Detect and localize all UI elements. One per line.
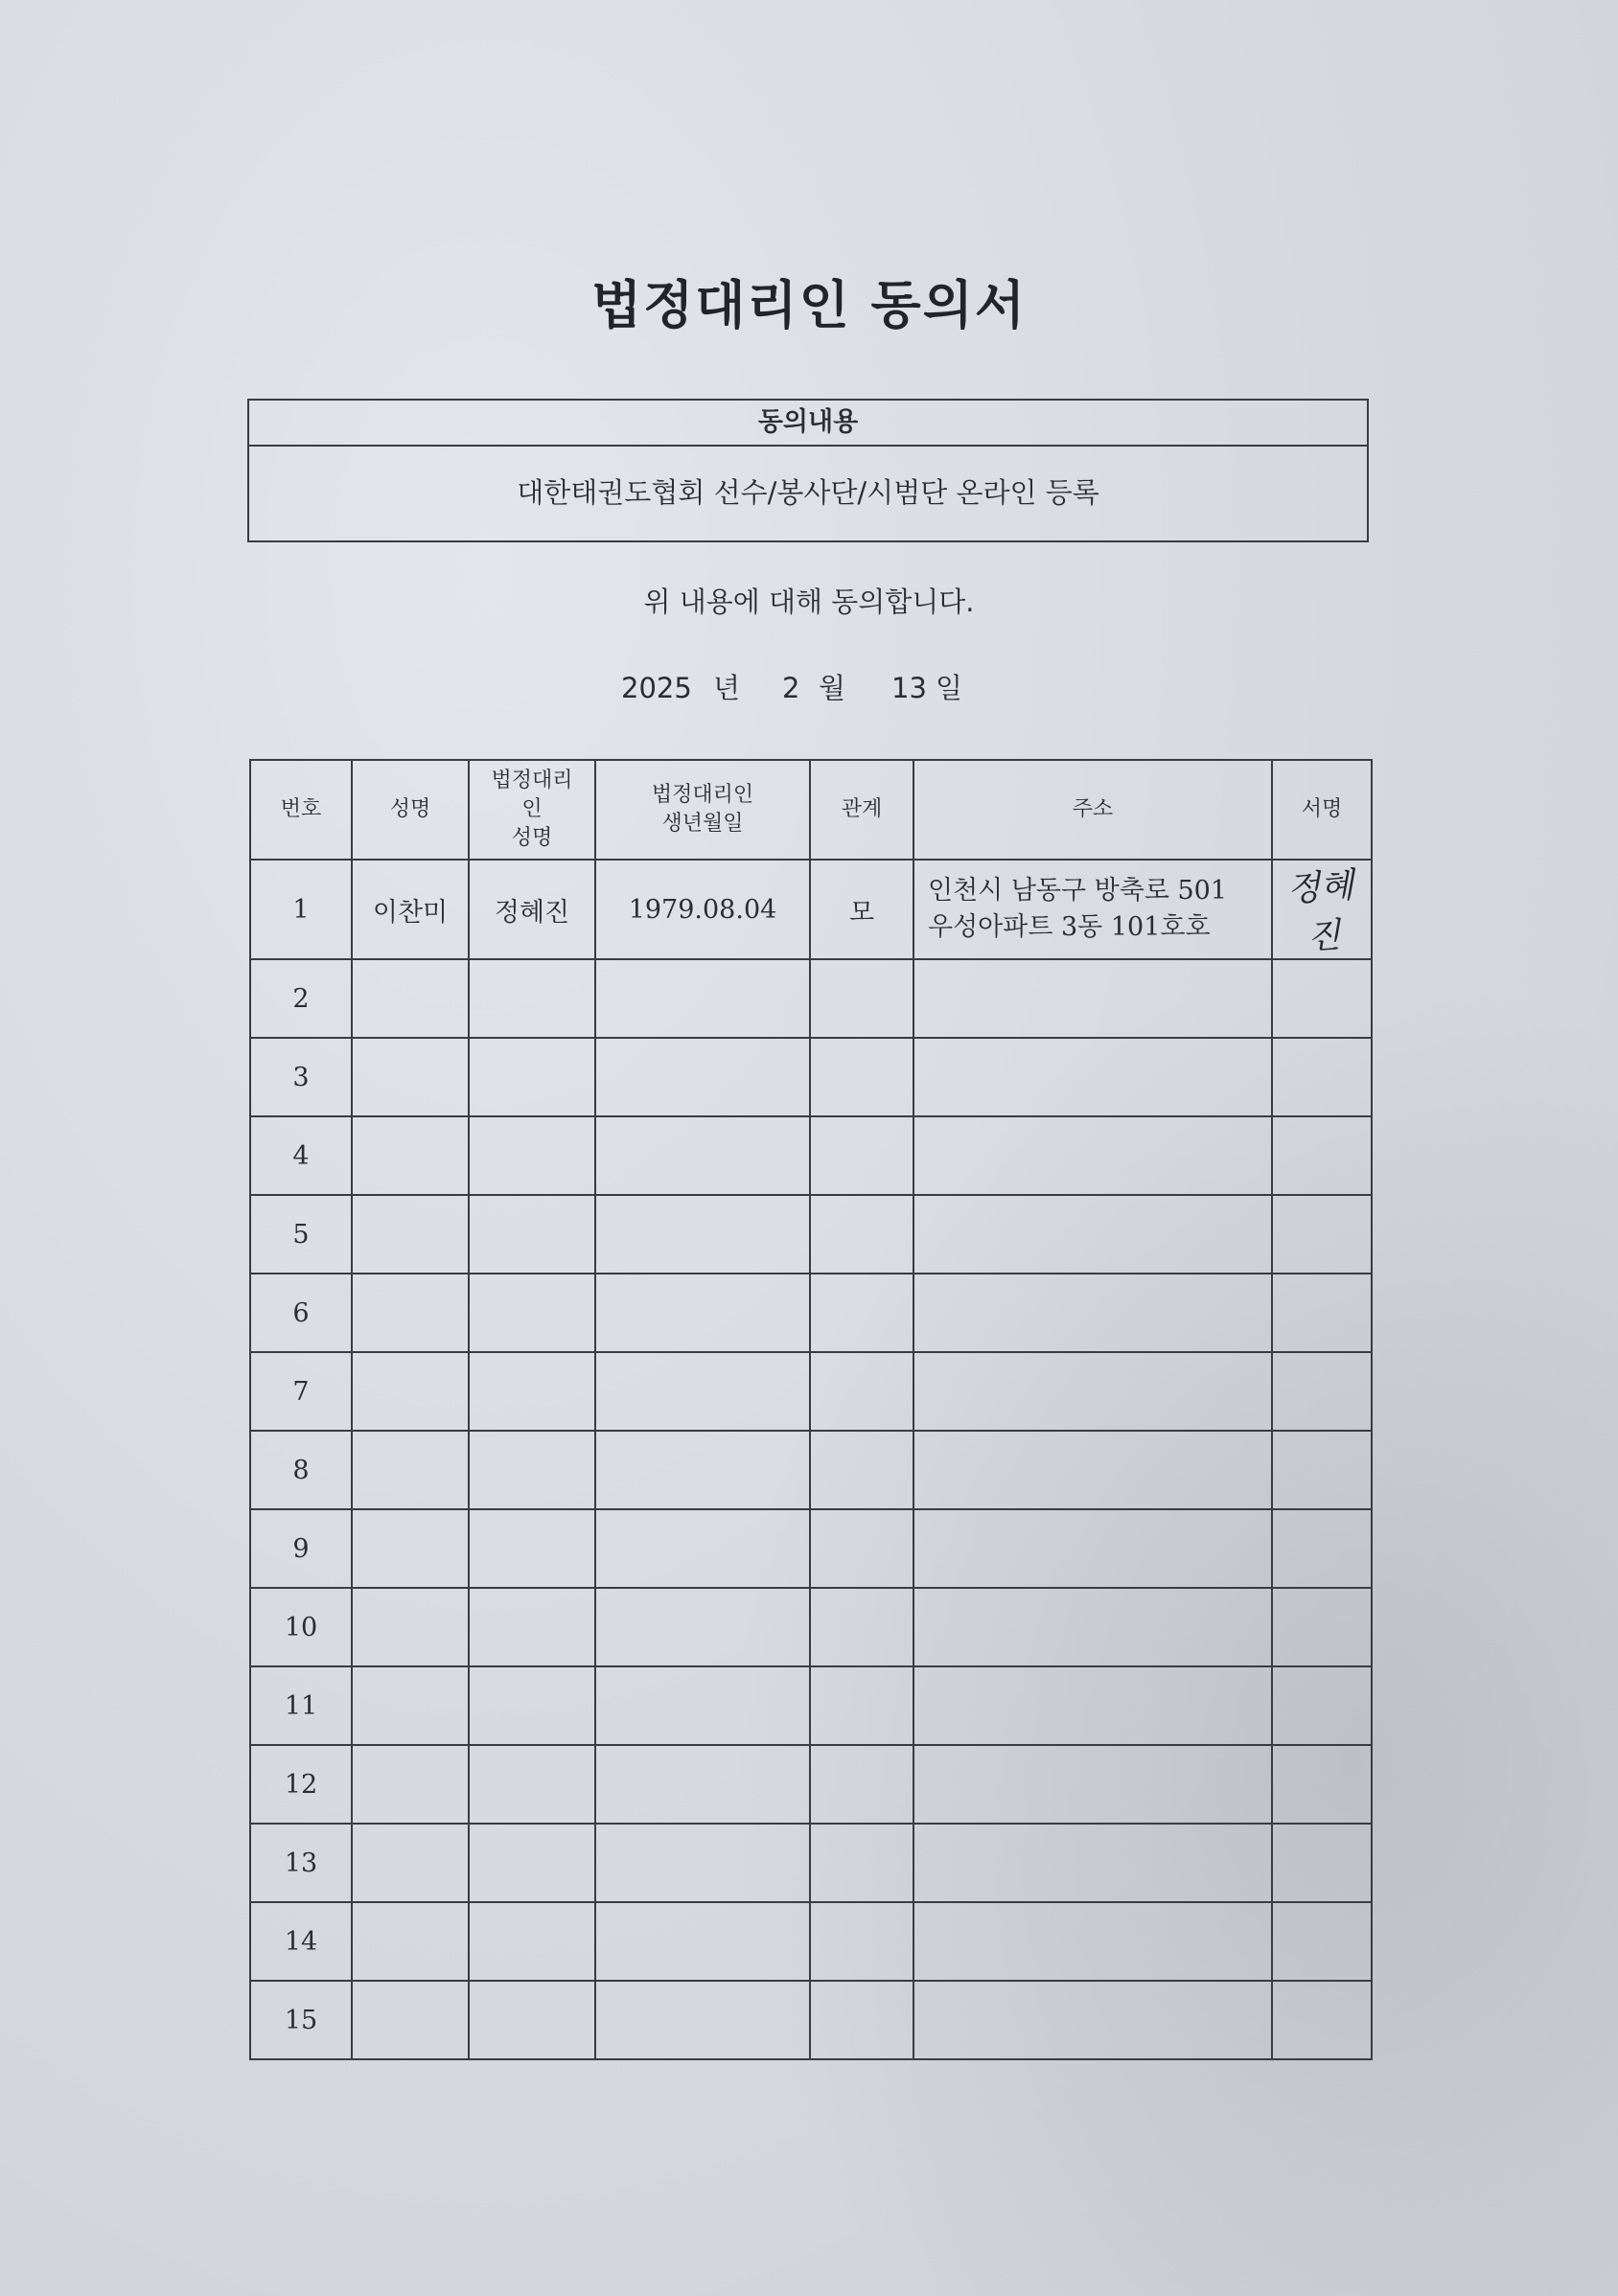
cell-birth: [595, 1038, 810, 1116]
cell-no: 10: [250, 1588, 352, 1666]
cell-name: [352, 1902, 469, 1981]
table-header-row: [250, 760, 1372, 860]
consent-header: 동의내용: [249, 401, 1367, 447]
cell-relation: [810, 1509, 913, 1588]
cell-name: [352, 1745, 469, 1824]
cell-address: [913, 1038, 1272, 1116]
cell-guardian-name: [469, 1902, 595, 1981]
table-row: [250, 1038, 1372, 1116]
cell-relation: [810, 1981, 913, 2059]
cell-no: 3: [250, 1038, 352, 1116]
cell-signature: [1272, 1352, 1372, 1431]
cell-signature: [1272, 1588, 1372, 1666]
cell-guardian-name: [469, 1666, 595, 1745]
cell-birth: [595, 1195, 810, 1274]
table-row: [250, 1588, 1372, 1666]
cell-address: [913, 1981, 1272, 2059]
cell-no: 1: [250, 860, 352, 959]
cell-relation: 모: [810, 860, 913, 959]
cell-relation: [810, 1274, 913, 1352]
cell-guardian-name: [469, 1431, 595, 1509]
cell-signature: [1272, 1981, 1372, 2059]
document-title: 법정대리인 동의서: [590, 275, 1028, 335]
table-row: [250, 1509, 1372, 1588]
header-address: 주소: [913, 760, 1272, 860]
date-month-label: 월: [819, 672, 846, 704]
cell-no: 14: [250, 1902, 352, 1981]
cell-relation: [810, 1902, 913, 1981]
table-row: [250, 1352, 1372, 1431]
cell-address: [913, 1274, 1272, 1352]
date-day-label: 일: [936, 672, 963, 704]
consent-content: 대한태권도협회 선수/봉사단/시범단 온라인 등록: [517, 476, 1099, 509]
date-year-label: 년: [713, 672, 741, 704]
cell-relation: [810, 1666, 913, 1745]
cell-signature: [1272, 1745, 1372, 1824]
table-row: [250, 1902, 1372, 1981]
cell-address: [913, 1352, 1272, 1431]
cell-relation: [810, 1195, 913, 1274]
cell-birth: [595, 1981, 810, 2059]
cell-name: 이찬미: [352, 860, 469, 959]
table-row: [250, 1745, 1372, 1824]
cell-signature: [1272, 1195, 1372, 1274]
cell-relation: [810, 1431, 913, 1509]
cell-signature: [1272, 1666, 1372, 1745]
cell-guardian-name: [469, 1352, 595, 1431]
cell-no: 9: [250, 1509, 352, 1588]
cell-birth: [595, 959, 810, 1038]
cell-name: [352, 1038, 469, 1116]
table-row: [250, 1195, 1372, 1274]
cell-no: 13: [250, 1824, 352, 1902]
table-row: [250, 1116, 1372, 1195]
cell-no: 4: [250, 1116, 352, 1195]
cell-guardian-name: [469, 1981, 595, 2059]
consent-box: [247, 399, 1369, 542]
cell-relation: [810, 1116, 913, 1195]
cell-guardian-name: [469, 1274, 595, 1352]
cell-address: [913, 1902, 1272, 1981]
handwritten-signature: 정혜진: [1285, 865, 1355, 958]
header-guardian-name-line1: 법정대리: [491, 769, 573, 792]
table-row: [250, 1824, 1372, 1902]
cell-address: [913, 1509, 1272, 1588]
cell-birth: [595, 1509, 810, 1588]
cell-guardian-name: [469, 959, 595, 1038]
cell-address: [913, 1745, 1272, 1824]
cell-name: [352, 1824, 469, 1902]
address-line1: 인천시 남동구 방축로 501: [928, 876, 1228, 906]
cell-relation: [810, 959, 913, 1038]
cell-name: [352, 1588, 469, 1666]
header-signature: 서명: [1272, 760, 1372, 860]
cell-name: [352, 1509, 469, 1588]
cell-signature: [1272, 1274, 1372, 1352]
cell-guardian-name: [469, 1824, 595, 1902]
cell-guardian-name: [469, 1745, 595, 1824]
cell-name: [352, 1116, 469, 1195]
table-row: [250, 1274, 1372, 1352]
cell-signature: [1272, 860, 1372, 959]
cell-name: [352, 1431, 469, 1509]
cell-signature: [1272, 1116, 1372, 1195]
cell-relation: [810, 1352, 913, 1431]
header-guardian-name-line2: 인: [521, 797, 543, 821]
table-row: [250, 1666, 1372, 1745]
cell-name: [352, 1274, 469, 1352]
cell-guardian-name: [469, 1195, 595, 1274]
cell-signature: [1272, 1902, 1372, 1981]
header-guardian-name-line3: 성명: [511, 826, 553, 850]
cell-birth: [595, 1352, 810, 1431]
cell-address: [913, 1431, 1272, 1509]
header-no: 번호: [250, 760, 352, 860]
cell-birth: [595, 1116, 810, 1195]
cell-birth: [595, 1666, 810, 1745]
cell-address: [913, 1116, 1272, 1195]
cell-birth: [595, 1824, 810, 1902]
cell-signature: [1272, 1824, 1372, 1902]
cell-signature: [1272, 1509, 1372, 1588]
cell-name: [352, 959, 469, 1038]
header-relation: 관계: [810, 760, 913, 860]
cell-relation: [810, 1588, 913, 1666]
cell-guardian-name: [469, 1588, 595, 1666]
cell-birth: [595, 1274, 810, 1352]
cell-no: 8: [250, 1431, 352, 1509]
cell-birth: [595, 1902, 810, 1981]
cell-signature: [1272, 1431, 1372, 1509]
cell-birth: [595, 1745, 810, 1824]
date-day: 13: [891, 672, 927, 704]
agree-statement: 위 내용에 대해 동의합니다.: [643, 585, 975, 618]
cell-address: [913, 1824, 1272, 1902]
cell-name: [352, 1195, 469, 1274]
cell-relation: [810, 1745, 913, 1824]
cell-no: 6: [250, 1274, 352, 1352]
cell-name: [352, 1666, 469, 1745]
header-guardian-birth-line2: 생년월일: [661, 812, 744, 836]
header-guardian-name: [469, 760, 595, 860]
cell-address: [913, 860, 1272, 959]
cell-no: 2: [250, 959, 352, 1038]
cell-birth: 1979.08.04: [595, 860, 810, 959]
cell-signature: [1272, 959, 1372, 1038]
address-line2: 우성아파트 3동 101호호: [928, 912, 1211, 942]
header-guardian-birth-line1: 법정대리인: [651, 783, 754, 807]
cell-guardian-name: [469, 1509, 595, 1588]
cell-birth: [595, 1588, 810, 1666]
cell-name: [352, 1352, 469, 1431]
cell-address: [913, 1195, 1272, 1274]
cell-guardian-name: 정혜진: [469, 860, 595, 959]
cell-guardian-name: [469, 1116, 595, 1195]
header-name: 성명: [352, 760, 469, 860]
cell-birth: [595, 1431, 810, 1509]
cell-guardian-name: [469, 1038, 595, 1116]
cell-relation: [810, 1824, 913, 1902]
cell-address: [913, 1666, 1272, 1745]
header-guardian-birth: [595, 760, 810, 860]
cell-relation: [810, 1038, 913, 1116]
cell-no: 7: [250, 1352, 352, 1431]
cell-no: 5: [250, 1195, 352, 1274]
table-row: [250, 1981, 1372, 2059]
table-row: [250, 1431, 1372, 1509]
cell-address: [913, 1588, 1272, 1666]
date-month: 2: [782, 672, 800, 704]
date-year: 2025: [621, 672, 692, 704]
table-row: [250, 860, 1372, 959]
cell-signature: [1272, 1038, 1372, 1116]
date-line: [621, 667, 974, 706]
cell-no: 15: [250, 1981, 352, 2059]
cell-no: 12: [250, 1745, 352, 1824]
guardian-roster-table: [249, 759, 1373, 2060]
cell-address: [913, 959, 1272, 1038]
cell-name: [352, 1981, 469, 2059]
cell-no: 11: [250, 1666, 352, 1745]
table-row: [250, 959, 1372, 1038]
